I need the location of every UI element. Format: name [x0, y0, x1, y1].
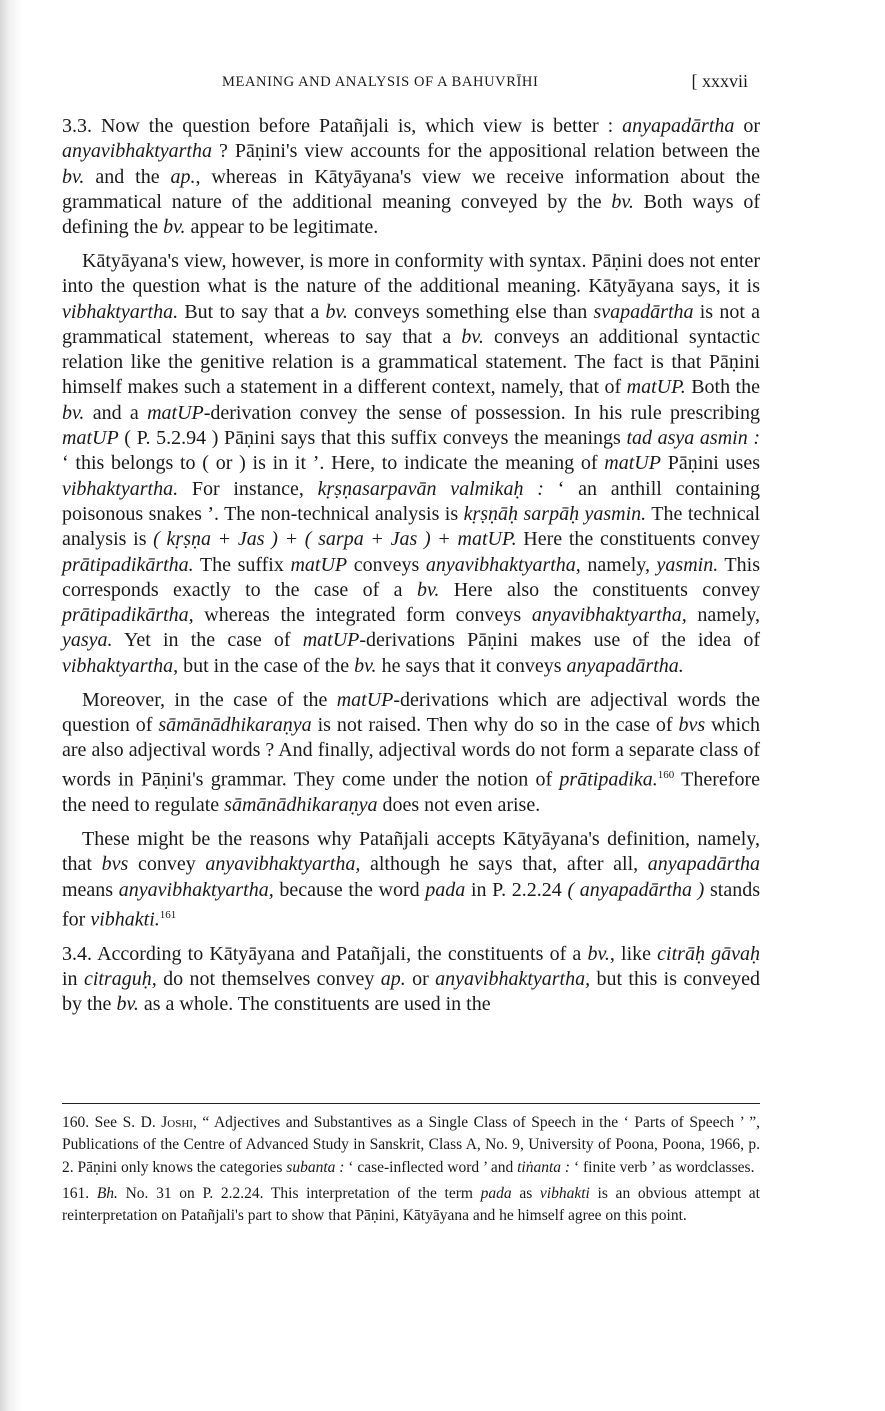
text-run: bv. [325, 300, 348, 323]
text-run: Both ways of defining the [62, 190, 760, 239]
text-run: kṛṣṇāḥ sarpāḥ yasmin. [463, 502, 647, 525]
paragraph [62, 249, 760, 679]
text-run: These might be the reasons why Patañjali accepts Kātyāyana's definition, namely, that [62, 828, 760, 876]
text-run: bv. [163, 216, 186, 239]
text-run: bv. [62, 165, 85, 188]
footnote [62, 1183, 760, 1228]
text-run: bvs [678, 713, 706, 736]
text-run: -derivations Pāṇini makes use of the idea of [359, 629, 760, 652]
text-run: 3.3. [62, 115, 101, 137]
text-run: subanta : [286, 1158, 345, 1176]
text-run: conveys an additional syntactic relation like the genitive relation is a grammatical statement. The fact is that Pāṇini himself makes such a statement in a different context, namely, that of [62, 325, 760, 399]
text-run: is not a grammatical statement, whereas to say that a [62, 300, 761, 348]
text-run: -derivation convey the sense of possession. In his rule prescribing [203, 401, 760, 424]
paragraph [62, 114, 760, 240]
text-run: No. 31 on P. 2.2.24. This interpretation of the term [117, 1184, 481, 1202]
text-run: Both the [685, 376, 760, 399]
text-run: but this is conveyed by the [62, 967, 760, 1016]
text-run: prātipadikārtha, [62, 604, 194, 627]
text-run: matUP [62, 427, 119, 450]
text-run: , like [609, 942, 658, 965]
text-run: namely, [580, 553, 657, 576]
text-run: anyavibhaktyartha [62, 140, 212, 163]
text-run: Yet in the case of [112, 629, 303, 652]
text-run: matUP [604, 452, 661, 475]
text-run: matUP [302, 629, 360, 652]
text-run: Now the question before Patañjali is, which view is better : [100, 115, 623, 137]
text-run: matUP. [457, 528, 517, 551]
page-number: [ xxxvii [691, 71, 748, 91]
text-run: bv. [611, 190, 634, 213]
text-run: which are also adjectival words ? And finally, adjectival words do not form a separate class of words in Pāṇini's grammar. They come under the notion of [62, 713, 760, 792]
text-run: bvs [101, 853, 129, 876]
text-run: anyapadārtha [622, 115, 735, 137]
running-header [62, 71, 760, 98]
text-run: convey [128, 853, 206, 876]
text-run: bv. [461, 325, 484, 348]
paragraph [62, 688, 760, 819]
text-run: conveys [347, 553, 426, 576]
text-run: vibhaktyartha, [62, 654, 179, 677]
text-run: 3.4. [62, 942, 98, 965]
text-run: anyavibhaktyartha, [205, 853, 361, 876]
text-run: prātipadika. [559, 769, 658, 792]
paragraph [62, 827, 760, 933]
text-run: prātipadikārtha. [62, 553, 194, 576]
text-run: sāmānādhikaraṇya [224, 794, 378, 817]
text-run: namely, [686, 604, 761, 627]
text-run: bv. [354, 654, 377, 677]
text-run: sāmānādhikaraṇya [158, 713, 312, 736]
text-run: in [62, 967, 84, 990]
footnotes [62, 1112, 760, 1231]
footnote [62, 1112, 760, 1179]
text-run: pada [480, 1184, 512, 1202]
text-run: anyavibhaktyartha, [531, 604, 687, 627]
footnote-divider [62, 1103, 760, 1104]
text-run: do not themselves convey [156, 967, 381, 990]
text-run: This corresponds exactly to the case of a [62, 553, 760, 601]
text-run: bv. [416, 578, 440, 601]
text-run: or [405, 967, 436, 990]
text-run: citrāḥ gāvaḥ [657, 942, 760, 965]
text-run: as a whole. The constituents are used in the [138, 993, 491, 1016]
text-run: and a [84, 401, 148, 424]
text-run: anyavibhaktyartha, [435, 967, 591, 990]
text-run: Bh. [96, 1184, 118, 1202]
text-run: conveys something else than [347, 300, 594, 323]
text-run: means [62, 878, 119, 901]
text-run: svapadārtha [593, 300, 694, 323]
text-run: anyavibhaktyartha, [118, 878, 274, 901]
text-run: stands for [62, 878, 761, 931]
text-run: ap. [170, 165, 196, 188]
text-run: and the [84, 165, 171, 188]
scan-edge-shadow [0, 0, 22, 1411]
body-text [62, 114, 760, 1026]
text-run: ‘ this belongs to ( or ) is in it ’. Here, to indicate the meaning of [62, 452, 605, 475]
text-run: as [511, 1184, 540, 1202]
text-run: ( anyapadārtha ) [567, 878, 705, 901]
text-run: , whereas in Kātyāyana's view we receive information about the grammatical nature of the additional meaning conveyed by the [62, 165, 761, 213]
text-run: ( P. 5.2.94 ) Pāṇini says that this suffix conveys the meanings [118, 427, 627, 450]
text-run: Therefore the need to regulate [62, 769, 760, 817]
text-run: ( kṛṣṇa + Jas ) + ( sarpa + Jas ) + [153, 528, 451, 551]
text-run: , “ Adjectives and Substantives as a Single Class of Speech in the ‘ Parts of Speech ’ ”, Publications of the Centre of Advanced Study in Sanskrit, Class A, No. 9, University of Poona, Poona, 1966, p. 2. Pāṇini only knows the categories [62, 1114, 760, 1176]
text-run: The suffix [193, 553, 291, 576]
text-run: vibhaktyartha. [62, 300, 179, 323]
text-run: because the word [273, 878, 426, 901]
text-run: bv. [116, 993, 139, 1016]
text-run: Kātyāyana's view, however, is more in conformity with syntax. Pāṇini does not enter into the question what is the nature of the additional meaning. Kātyāyana says, it is [62, 249, 760, 298]
footnote-reference: 161 [159, 909, 177, 922]
text-run: anyapadārtha. [566, 654, 684, 677]
text-run: tiṅanta : [517, 1158, 571, 1176]
text-run: but in the case of the [178, 654, 355, 677]
running-title: MEANING AND ANALYSIS OF A BAHUVRĪHI [222, 74, 539, 90]
text-run: matUP [336, 688, 394, 711]
text-run: kṛṣṇasarpavān valmikaḥ : [317, 477, 544, 500]
text-run: Joshi [161, 1114, 193, 1131]
text-run [451, 528, 458, 550]
text-run: matUP. [626, 376, 686, 399]
paragraph [62, 942, 760, 1018]
text-run: in P. 2.2.24 [465, 878, 568, 901]
text-run: although he says that, after all, [360, 853, 648, 876]
text-run: The technical analysis is [62, 502, 760, 551]
text-run: yasmin. [656, 553, 719, 576]
text-run: bv. [587, 942, 610, 965]
text-run: bv. [62, 401, 85, 424]
text-run: he says that it conveys [376, 654, 567, 677]
text-run: tad asya asmin : [626, 427, 760, 450]
text-run: ‘ finite verb ’ as wordclasses. [570, 1158, 755, 1176]
text-run: Here the constituents convey [516, 528, 760, 551]
text-run: anyapadārtha [647, 853, 760, 876]
text-run: But to say that a [178, 300, 326, 323]
footnote-reference: 160 [657, 769, 675, 782]
text-run: is an obvious attempt at reinterpretation on Patañjali's part to show that Pāṇini, Kātyāyana and he himself agree on this point. [62, 1184, 760, 1225]
text-run: ‘ case-inflected word ’ and [344, 1158, 518, 1176]
text-run: For instance, [178, 477, 318, 500]
text-run: Here also the constituents convey [439, 578, 761, 601]
text-run: 161. [62, 1184, 97, 1202]
text-run: vibhaktyartha. [62, 477, 179, 500]
text-run: does not even arise. [377, 794, 541, 817]
text-run: pada [425, 878, 466, 901]
text-run: vibhakti. [90, 908, 160, 931]
text-run: -derivations which are adjectival words the question of [62, 688, 761, 736]
text-run: According to Kātyāyana and Patañjali, the constituents of a [97, 942, 588, 965]
text-run: 160. See S. D. [62, 1114, 162, 1131]
text-run: Moreover, in the case of the [82, 688, 337, 711]
text-run: is not raised. Then why do so in the case of [311, 713, 679, 736]
text-run: appear to be legitimate. [185, 216, 379, 239]
text-run: ? Pāṇini's view accounts for the appositional relation between the [211, 140, 760, 163]
text-run: whereas the integrated form conveys [193, 604, 532, 627]
text-run: vibhakti [539, 1184, 590, 1202]
text-run: anyavibhaktyartha, [425, 553, 581, 576]
text-run: or [734, 115, 761, 137]
text-run: yasya. [62, 629, 113, 652]
text-run: matUP [147, 401, 204, 424]
text-run: ap. [380, 967, 406, 990]
text-run: matUP [290, 553, 348, 576]
text-run: Pāṇini uses [660, 452, 760, 475]
text-run: ‘ an anthill containing poisonous snakes ’. The non-technical analysis is [62, 477, 760, 525]
text-run: citraguḥ, [83, 967, 157, 990]
